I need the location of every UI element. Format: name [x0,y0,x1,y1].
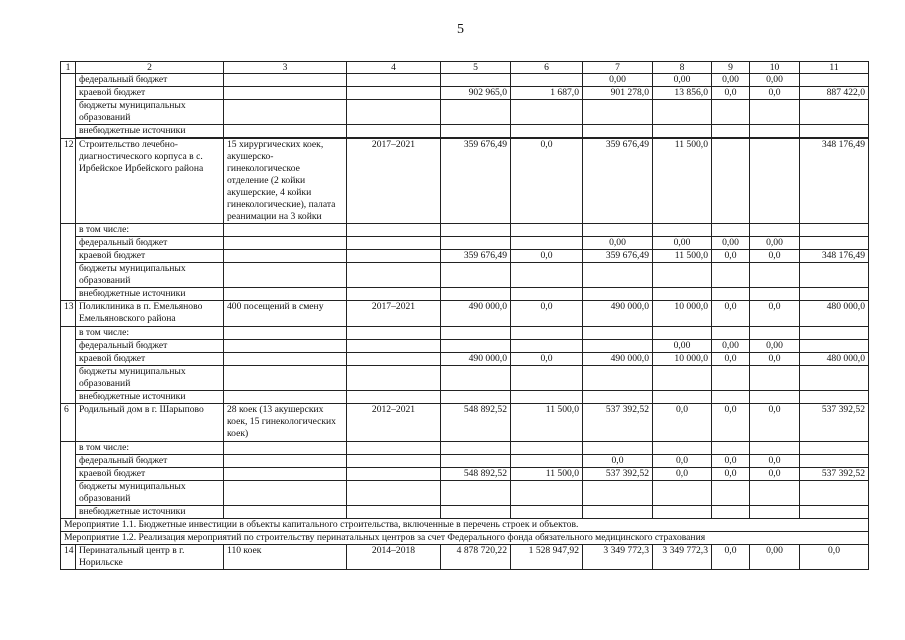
column-header: 2 [76,62,224,74]
source-label: внебюджетные источники [76,506,224,519]
column-header: 10 [750,62,800,74]
object-name: Поликлиника в п. Емельяново Емельяновского района [76,301,224,327]
column-header: 1 [61,62,76,74]
object-row: 14 Перинатальный центр в г. Норильске 110 коек 2014–2018 4 878 720,22 1 528 947,92 3 349 772,3 3 349 772,3 0,0 0,00 0,0 [61,545,869,570]
including-label: в том числе: [76,442,224,455]
source-label: бюджеты муниципальных образований [76,100,224,125]
source-label: внебюджетные источники [76,391,224,404]
measure-1-2: Мероприятие 1.2. Реализация мероприятий по строительству перинатальных центров за счет Федерального фонда обязательного медицинского страхования [61,532,869,545]
source-label: внебюджетные источники [76,288,224,301]
table-row [61,125,869,138]
measure-1-1: Мероприятие 1.1. Бюджетные инвестиции в объекты капитального строительства, включенные в перечень строек и объектов. [61,519,869,532]
table-row: федеральный бюджет 0,00 0,00 0,00 0,00 [61,237,869,250]
source-label: краевой бюджет [76,87,224,100]
table-row [61,506,869,519]
column-header: 6 [511,62,583,74]
object-period: 2017–2021 [347,139,441,224]
object-period: 2017–2021 [347,301,441,327]
column-header-row [61,62,869,74]
table-row [61,263,869,288]
source-label: краевой бюджет [76,353,224,366]
object-row: 6 Родильный дом в г. Шарыпово 28 коек (13 акушерских коек, 15 гинекологических коек) 2012–2021 548 892,52 11 500,0 537 392,52 0,0 0,0 0,0 537 392,52 [61,404,869,442]
source-label: федеральный бюджет [76,455,224,468]
table-row: федеральный бюджет 0,0 0,0 0,0 0,0 [61,455,869,468]
source-label: бюджеты муниципальных образований [76,481,224,506]
object-name: Перинатальный центр в г. Норильске [76,545,224,570]
page-number: 5 [457,22,464,37]
object-number: 14 [61,545,76,570]
table-row [61,481,869,506]
table-row [61,288,869,301]
object-row: 12 Строительство лечебно-диагностического корпуса в с. Ирбейское Ирбейского района 15 хирургических коек, акушерско-гинекологическое отделение (2 койки акушерские, 4 койки гинекологические), палата реанимации на 3 койки 2017–2021 359 676,49 0,0 359 676,49 11 500,0 348 176,49 [61,139,869,224]
table-row [61,442,869,455]
object-period: 2012–2021 [347,404,441,442]
source-label: внебюджетные источники [76,125,224,138]
column-header: 4 [347,62,441,74]
table-row: краевой бюджет 902 965,0 1 687,0 901 278,0 13 856,0 0,0 0,0 887 422,0 [61,87,869,100]
table-row: краевой бюджет 548 892,52 11 500,0 537 392,52 0,0 0,0 0,0 537 392,52 [61,468,869,481]
object-number: 12 [61,139,76,224]
table-row [61,224,869,237]
object-number: 6 [61,404,76,442]
object-capacity: 110 коек [224,545,347,570]
object-period: 2014–2018 [347,545,441,570]
column-header: 11 [800,62,869,74]
column-header: 8 [653,62,712,74]
object-name: Строительство лечебно-диагностического корпуса в с. Ирбейское Ирбейского района [76,139,224,224]
source-label: бюджеты муниципальных образований [76,366,224,391]
column-header: 7 [583,62,653,74]
including-label: в том числе: [76,224,224,237]
column-header: 5 [441,62,511,74]
source-label: краевой бюджет [76,250,224,263]
source-label: краевой бюджет [76,468,224,481]
object-name: Родильный дом в г. Шарыпово [76,404,224,442]
table-row [61,391,869,404]
including-label: в том числе: [76,327,224,340]
measure-row [61,532,869,545]
object-number: 13 [61,301,76,327]
table-row: федеральный бюджет 0,00 0,00 0,00 0,00 [61,74,869,87]
object-row: 13 Поликлиника в п. Емельяново Емельяновского района 400 посещений в смену 2017–2021 490 000,0 0,0 490 000,0 10 000,0 0,0 0,0 480 000,0 [61,301,869,327]
source-label: федеральный бюджет [76,74,224,87]
investment-table [60,61,869,570]
source-label: бюджеты муниципальных образований [76,263,224,288]
table-row: краевой бюджет 359 676,49 0,0 359 676,49 11 500,0 0,0 0,0 348 176,49 [61,250,869,263]
object-capacity: 15 хирургических коек, акушерско-гинекологическое отделение (2 койки акушерские, 4 койки гинекологические), палата реанимации на 3 койки [224,139,347,224]
column-header: 9 [712,62,750,74]
table-row [61,327,869,340]
object-capacity: 400 посещений в смену [224,301,347,327]
source-label: федеральный бюджет [76,340,224,353]
table-row: краевой бюджет 490 000,0 0,0 490 000,0 10 000,0 0,0 0,0 480 000,0 [61,353,869,366]
object-capacity: 28 коек (13 акушерских коек, 15 гинекологических коек) [224,404,347,442]
column-header: 3 [224,62,347,74]
table-row [61,100,869,125]
measure-row [61,519,869,532]
source-label: федеральный бюджет [76,237,224,250]
table-row [61,366,869,391]
table-row: федеральный бюджет 0,00 0,00 0,00 [61,340,869,353]
